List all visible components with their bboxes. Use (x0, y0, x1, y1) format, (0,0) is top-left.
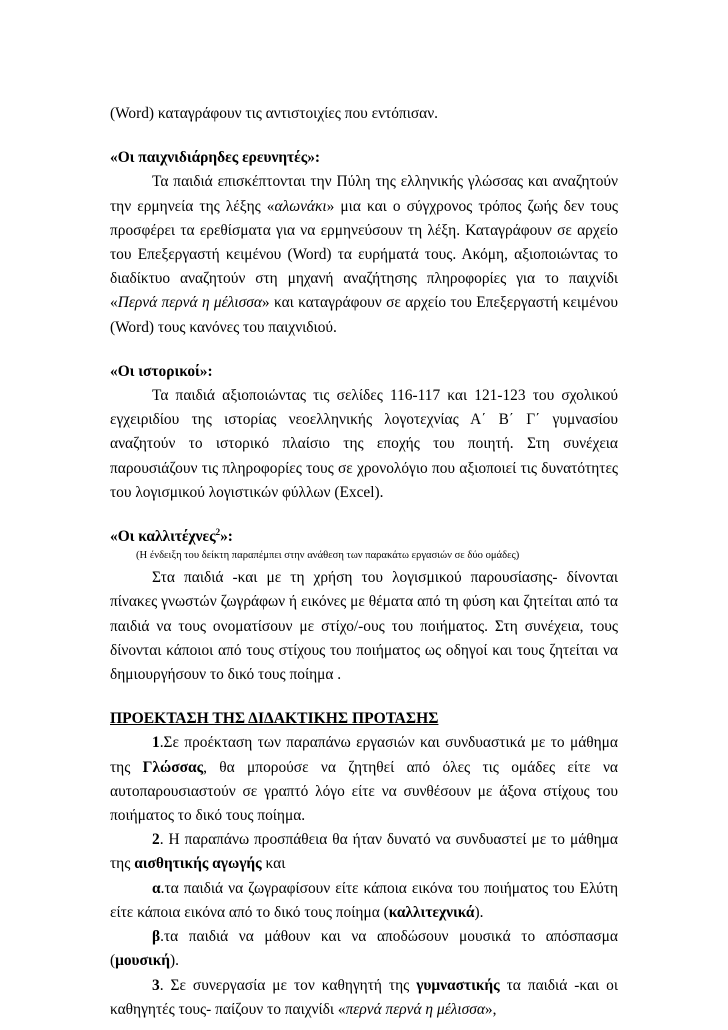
extension-item-2b: β.τα παιδιά να μάθουν και να αποδώσουν μουσικά το απόσπασμα (μουσική). (110, 928, 618, 970)
extension-item-2: 2. Η παραπάνω προσπάθεια θα ήταν δυνατό να συνδυαστεί με το μάθημα της αισθητικής αγωγής και (110, 831, 618, 873)
artists-paragraph: Στα παιδιά -και με τη χρήση του λογισμικού παρουσίασης- δίνονται πίνακες γνωστών ζωγράφων ή εικόνες με θέματα από τη φύση και ζητείται από τα παιδιά να τους ονοματίσουν με στίχο/-ους του ποιήματος. Στη συνέχεια, τους δίνονται κάποιοι από τους στίχους του ποιήματος ως οδηγοί και τους ζητείται να δημιουργήσουν το δικό τους ποίημα . (110, 569, 618, 684)
word-alonaki: αλωνάκι (274, 197, 327, 215)
section-heading-artists: «Οι καλλιτέχνες$^2$»: (110, 526, 233, 546)
intro-line: (Word) καταγράφουν τις αντιστοιχίες που εντόπισαν. (110, 105, 439, 122)
historians-paragraph: Τα παιδιά αξιοποιώντας τις σελίδες 116-117 και 121-123 του σχολικού εγχειριδίου της ιστορίας νεοελληνικής λογοτεχνίας Α΄ Β΄ Γ΄ γυμνασίου αναζητούν το ιστορικό πλαίσιο της εποχής του ποιητή. Στη συνέχεια παρουσιάζουν τις πληροφορίες τους σε χρονολόγιο που αξιοποιεί τις δυνατότητες του λογισμικού λογιστικών φύλλων (Excel). (110, 387, 618, 501)
extension-item-1: 1.Σε προέκταση των παραπάνω εργασιών και συνδυαστικά με το μάθημα της Γλώσσας, θα μπορούσε να ζητηθεί από όλες τις ομάδες είτε να αυτοπαρουσιαστούν σε γραπτό λόγο είτε να συνθέσουν με άξονα στίχους του ποιήματος το δικό τους ποίημα. (110, 734, 618, 825)
footnote-marker: 2 (215, 526, 221, 537)
extension-item-3: 3. Σε συνεργασία με τον καθηγητή της γυμναστικής τα παιδιά -και οι καθηγητές τους- παίζουν το παιχνίδι «περνά περνά η μέλισσα», (110, 976, 618, 1018)
researchers-paragraph: Τα παιδιά επισκέπτονται την Πύλη της ελληνικής γλώσσας και αναζητούν την ερμηνεία της λέξης «αλωνάκι» μια και ο σύγχρονος τρόπος ζωής δεν τους προσφέρει τα ερεθίσματα για να ερμηνεύσουν τη λέξη. Καταγράφουν σε αρχείο του Επεξεργαστή κειμένου (Word) τα ευρήματά τους. Ακόμη, αξιοποιώντας το διαδίκτυο αναζητούν στη μηχανή αναζήτησης πληροφορίες για το παιχνίδι «Περνά περνά η μέλισσα» και καταγράφουν σε αρχείο του Επεξεργαστή κειμένου (Word) τους κανόνες του παιχνιδιού. (110, 173, 619, 336)
game-title: Περνά περνά η μέλισσα (117, 294, 262, 312)
document-page (110, 102, 618, 1022)
section-heading-researchers: «Οι παιχνιδιάρηδες ερευνητές»: (110, 149, 321, 167)
extension-item-2a: α.τα παιδιά να ζωγραφίσουν είτε κάποια εικόνα του ποιήματος του Ελύτη είτε κάποια εικόνα από το δικό τους ποίημα (καλλιτεχνικά). (110, 879, 618, 921)
section-heading-historians: «Οι ιστορικοί»: (110, 362, 213, 380)
group-note: (Η ένδειξη του δείκτη παραπέμπει στην ανάθεση των παρακάτω εργασιών σε δύο ομάδες) (136, 550, 520, 562)
extension-heading: ΠΡΟΕΚΤΑΣΗ ΤΗΣ ΔΙΔΑΚΤΙΚΗΣ ΠΡΟΤΑΣΗΣ (110, 710, 439, 728)
